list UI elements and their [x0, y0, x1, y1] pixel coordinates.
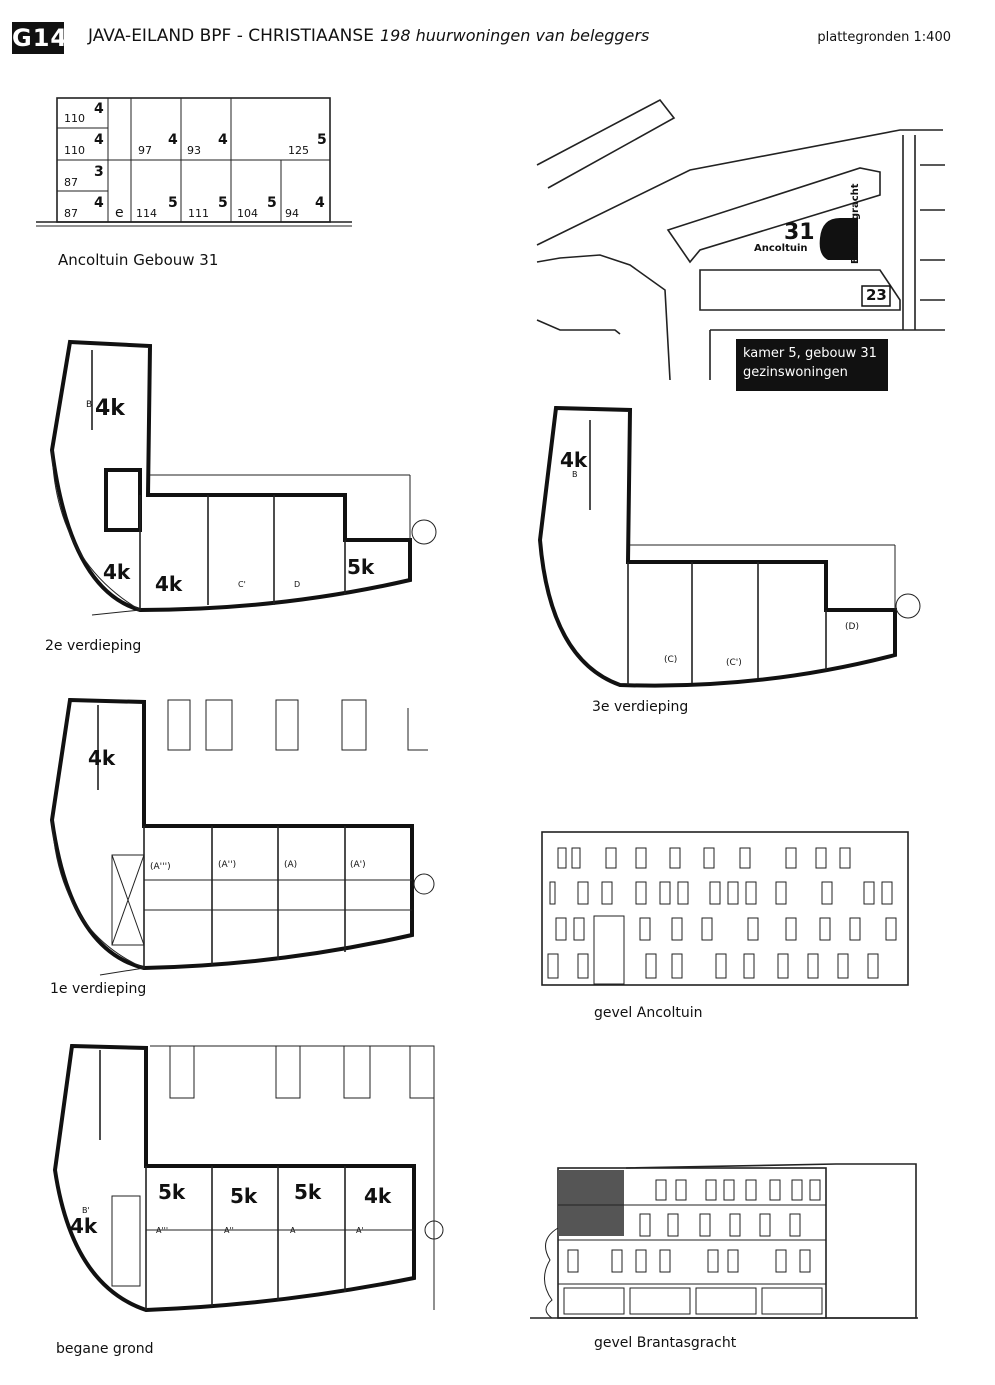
floor3-mark: (D)	[845, 622, 859, 632]
ground-mark: B'	[82, 1206, 90, 1215]
ground-mark: A''	[224, 1226, 234, 1235]
unit-table-cell: 3	[94, 164, 104, 180]
floor1-mark: (A')	[350, 860, 366, 870]
floor2-mark: C'	[238, 580, 246, 589]
unit-table-cell: 97	[138, 144, 152, 157]
floor3-unit-label: 4k	[560, 448, 588, 472]
unit-table-cell: e	[115, 205, 124, 221]
elevation-ancoltuin-windows	[548, 848, 896, 984]
unit-table-cell: 110	[64, 112, 85, 125]
unit-table-cell: 4	[168, 132, 178, 148]
floor2-unit-label: 5k	[347, 555, 375, 579]
site-map	[537, 100, 945, 380]
unit-table-cell: 87	[64, 207, 78, 220]
elevation-ancoltuin-caption: gevel Ancoltuin	[594, 1005, 703, 1021]
ground-mark: A	[290, 1226, 296, 1235]
elevation-brantasgracht-caption: gevel Brantasgracht	[594, 1335, 737, 1351]
site-info-line1: kamer 5, gebouw 31	[743, 346, 877, 361]
site-street-label: Brantasgracht	[850, 183, 861, 264]
floor1-mark: (A)	[284, 860, 298, 870]
floor3-caption: 3e verdieping	[592, 699, 689, 715]
unit-table-cell: 5	[317, 132, 327, 148]
floor1-caption: 1e verdieping	[50, 981, 147, 997]
ground-unit-label: 5k	[294, 1180, 322, 1204]
unit-table-cell: 4	[94, 195, 104, 211]
floor1-mark: (A'')	[218, 860, 237, 870]
unit-table-cell: 94	[285, 207, 299, 220]
ground-unit-label: 5k	[230, 1184, 258, 1208]
unit-table-cell: 4	[94, 132, 104, 148]
ground-unit-label: 4k	[70, 1214, 98, 1238]
floor-plan-1	[52, 700, 434, 975]
site-neighbour-number: 23	[866, 286, 887, 304]
page-code-badge: G14	[12, 24, 69, 52]
unit-table-cell: 111	[188, 207, 209, 220]
page-title: JAVA-EILAND BPF - CHRISTIAANSE	[88, 26, 374, 46]
ground-mark: A'	[356, 1226, 364, 1235]
floor1-mark: (A''')	[150, 862, 171, 872]
unit-table-cell: 4	[315, 195, 325, 211]
page-subtitle: 198 huurwoningen van beleggers	[380, 26, 650, 45]
elevation-brantasgracht	[530, 1164, 918, 1318]
unit-table-cell: 5	[218, 195, 228, 211]
unit-table-cell: 93	[187, 144, 201, 157]
unit-table-cell: 114	[136, 207, 157, 220]
site-info-box	[736, 339, 888, 391]
floor-plan-ground	[55, 1046, 443, 1310]
floor3-mark: (C)	[664, 655, 678, 665]
unit-table-cell: 4	[94, 101, 104, 117]
floor1-unit-label: 4k	[88, 746, 116, 770]
floor-plan-3	[540, 408, 920, 686]
floor3-mark: B	[572, 470, 578, 479]
scale-label: plattegronden 1:400	[817, 30, 951, 45]
floor2-mark: B	[86, 400, 93, 410]
site-building-number: 31	[784, 220, 815, 245]
unit-table-cell: 5	[168, 195, 178, 211]
unit-table-cell: 4	[218, 132, 228, 148]
site-building-name: Ancoltuin	[754, 243, 808, 254]
floor2-mark: D	[294, 580, 301, 589]
unit-table-cell: 104	[237, 207, 258, 220]
ground-unit-label: 4k	[364, 1184, 392, 1208]
floor2-unit-label: 4k	[155, 572, 183, 596]
floor2-caption: 2e verdieping	[45, 638, 142, 654]
unit-table-cell: 125	[288, 144, 309, 157]
site-info-line2: gezinswoningen	[743, 365, 848, 380]
floor2-unit-label: 4k	[95, 396, 125, 421]
unit-table-caption: Ancoltuin Gebouw 31	[58, 251, 219, 269]
ground-caption: begane grond	[56, 1341, 154, 1357]
ground-unit-label: 5k	[158, 1180, 186, 1204]
unit-table-cell: 110	[64, 144, 85, 157]
unit-table-cell: 5	[267, 195, 277, 211]
floor3-mark: (C')	[726, 658, 742, 668]
unit-table-cell: 87	[64, 176, 78, 189]
elevation-ancoltuin	[542, 832, 908, 985]
floor2-unit-label: 4k	[103, 560, 131, 584]
ground-mark: A'''	[156, 1226, 169, 1235]
